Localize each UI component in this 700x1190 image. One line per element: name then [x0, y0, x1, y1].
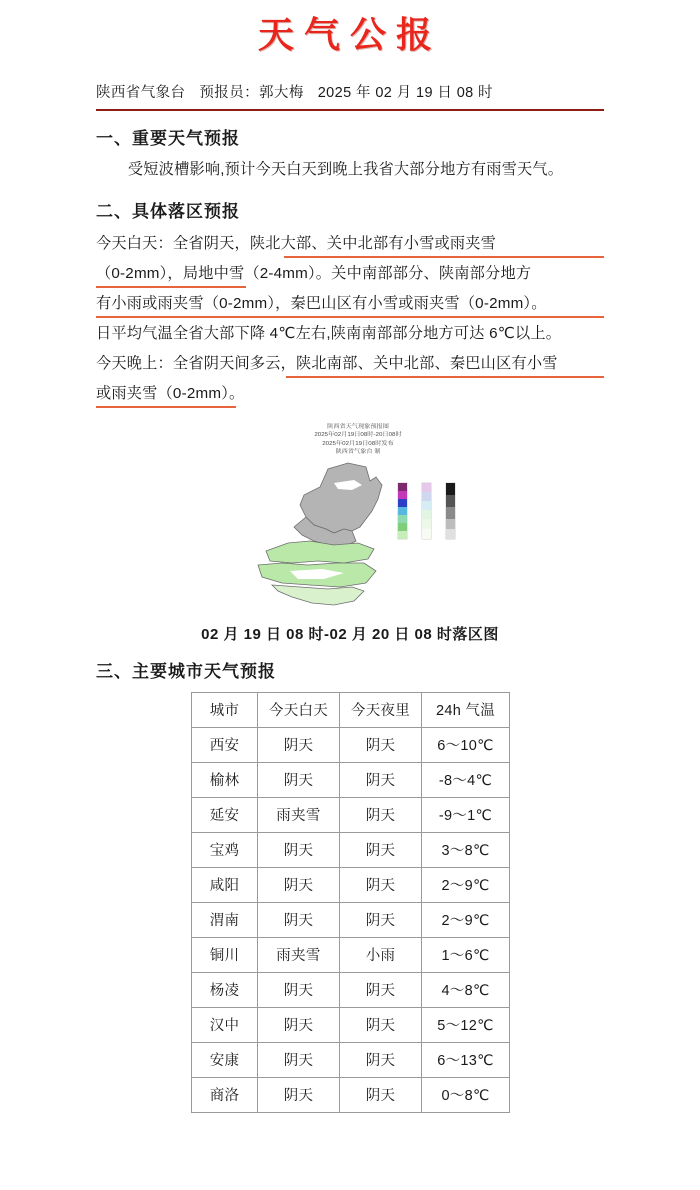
table-cell: -9～1℃ [422, 797, 510, 832]
forecast-line-3 [96, 289, 604, 319]
table-row [192, 762, 510, 797]
table-cell: 3～8℃ [422, 832, 510, 867]
forecast-line-4 [96, 319, 604, 349]
table-cell: 咸阳 [192, 867, 258, 902]
issue-time: 2025 年 02 月 19 日 08 时 [317, 85, 493, 101]
table-row [192, 972, 510, 1007]
table-cell: 阴天 [340, 1042, 422, 1077]
table-cell: 阴天 [340, 972, 422, 1007]
city-table-body [192, 692, 510, 1112]
table-cell: 渭南 [192, 902, 258, 937]
map-title-line: 陕西省天气现象预报图 [327, 422, 389, 430]
table-cell: 阴天 [340, 832, 422, 867]
table-row [192, 727, 510, 762]
table-cell: 商洛 [192, 1077, 258, 1112]
table-cell: 阴天 [258, 727, 340, 762]
city-forecast-table [191, 692, 510, 1113]
forecast-line-6-text: 或雨夹雪（0-2mm）。 [96, 384, 245, 402]
table-cell: 阴天 [340, 1007, 422, 1042]
table-row [192, 1077, 510, 1112]
forecast-map-figure [0, 421, 700, 621]
table-row [192, 1042, 510, 1077]
forecast-line-1 [96, 229, 604, 259]
map-period-line: 2025年02月19日08时-20日08时 [314, 431, 402, 439]
forecast-line-6 [96, 379, 604, 409]
map-image [248, 421, 468, 611]
table-cell: 1～6℃ [422, 937, 510, 972]
underline-1 [284, 256, 604, 258]
table-header-cell: 城市 [192, 692, 258, 727]
table-cell: 阴天 [258, 1007, 340, 1042]
map-region-north [300, 463, 382, 533]
detailed-forecast-block [96, 229, 604, 409]
table-cell: 杨凌 [192, 972, 258, 1007]
table-cell: 2～9℃ [422, 902, 510, 937]
table-cell: 小雨 [340, 937, 422, 972]
map-legend [398, 483, 455, 539]
section-one-heading: 一、重要天气预报 [96, 128, 240, 148]
section-three-heading: 三、主要城市天气预报 [96, 661, 276, 681]
table-row [192, 867, 510, 902]
table-cell: 安康 [192, 1042, 258, 1077]
shaanxi-province-map [248, 459, 468, 609]
table-row [192, 1007, 510, 1042]
table-cell: 阴天 [340, 902, 422, 937]
forecast-line-3-text: 有小雨或雨夹雪（0-2mm），秦巴山区有小雪或雨夹雪（0-2mm）。 [96, 294, 547, 312]
table-row [192, 797, 510, 832]
section-one-body: 受短波槽影响,预计今天白天到晚上我省大部分地方有雨雪天气。 [127, 160, 564, 178]
table-cell: 延安 [192, 797, 258, 832]
page-title: 天气公报 [257, 14, 442, 55]
table-cell: 雨夹雪 [258, 937, 340, 972]
table-cell: 4～8℃ [422, 972, 510, 1007]
table-cell: 阴天 [258, 832, 340, 867]
forecast-line-1-text: 今天白天：全省阴天，陕北大部、关中北部有小雪或雨夹雪 [96, 234, 497, 252]
byline [96, 83, 604, 105]
table-header-row [192, 692, 510, 727]
table-header-cell: 今天白天 [258, 692, 340, 727]
table-header-cell: 24h 气温 [422, 692, 510, 727]
table-cell: 5～12℃ [422, 1007, 510, 1042]
table-cell: 0～8℃ [422, 1077, 510, 1112]
forecast-line-5-text: 今天晚上：全省阴天间多云，陕北南部、关中北部、秦巴山区有小雪 [96, 354, 558, 372]
table-row [192, 937, 510, 972]
table-cell: 宝鸡 [192, 832, 258, 867]
table-cell: 阴天 [258, 1042, 340, 1077]
table-cell: 阴天 [340, 762, 422, 797]
table-cell: 西安 [192, 727, 258, 762]
table-cell: 雨夹雪 [258, 797, 340, 832]
table-cell: 阴天 [258, 972, 340, 1007]
table-header-cell: 今天夜里 [340, 692, 422, 727]
forecast-line-2-text: （0-2mm），局地中雪（2-4mm）。关中南部部分、陕南部分地方 [96, 264, 532, 282]
table-cell: 汉中 [192, 1007, 258, 1042]
underline-4 [286, 376, 604, 378]
forecast-line-5 [96, 349, 604, 379]
document-header [96, 83, 604, 111]
underline-5 [96, 406, 236, 408]
underline-3 [96, 316, 604, 318]
map-caption: 02 月 19 日 08 时-02 月 20 日 08 时落区图 [201, 625, 499, 643]
map-region-south-tail [272, 585, 364, 605]
table-cell: 6～10℃ [422, 727, 510, 762]
map-header-text [248, 421, 468, 457]
map-region-guanzhong [266, 541, 374, 563]
table-row [192, 902, 510, 937]
table-cell: 阴天 [340, 867, 422, 902]
table-cell: 6～13℃ [422, 1042, 510, 1077]
table-cell: 铜川 [192, 937, 258, 972]
forecaster-name: 郭大梅 [259, 85, 304, 101]
issuing-office: 陕西省气象台 [96, 85, 186, 101]
table-cell: 榆林 [192, 762, 258, 797]
table-cell: 阴天 [340, 797, 422, 832]
table-cell: 阴天 [258, 902, 340, 937]
table-cell: 阴天 [258, 867, 340, 902]
city-forecast-table-wrap [191, 692, 509, 1113]
forecaster-label: 预报员： [199, 85, 260, 101]
section-two-heading: 二、具体落区预报 [96, 201, 240, 221]
map-issue-line: 2025年02月19日08时发布 [322, 439, 394, 447]
underline-2 [96, 286, 246, 288]
table-cell: 2～9℃ [422, 867, 510, 902]
forecast-line-4-text: 日平均气温全省大部下降 4℃左右,陕南南部部分地方可达 6℃以上。 [96, 324, 562, 342]
table-cell: 阴天 [340, 727, 422, 762]
map-credit-line: 陕西省气象台 制 [335, 448, 381, 456]
table-cell: 阴天 [340, 1077, 422, 1112]
table-cell: -8～4℃ [422, 762, 510, 797]
forecast-line-2 [96, 259, 604, 289]
table-cell: 阴天 [258, 762, 340, 797]
table-cell: 阴天 [258, 1077, 340, 1112]
table-row [192, 832, 510, 867]
